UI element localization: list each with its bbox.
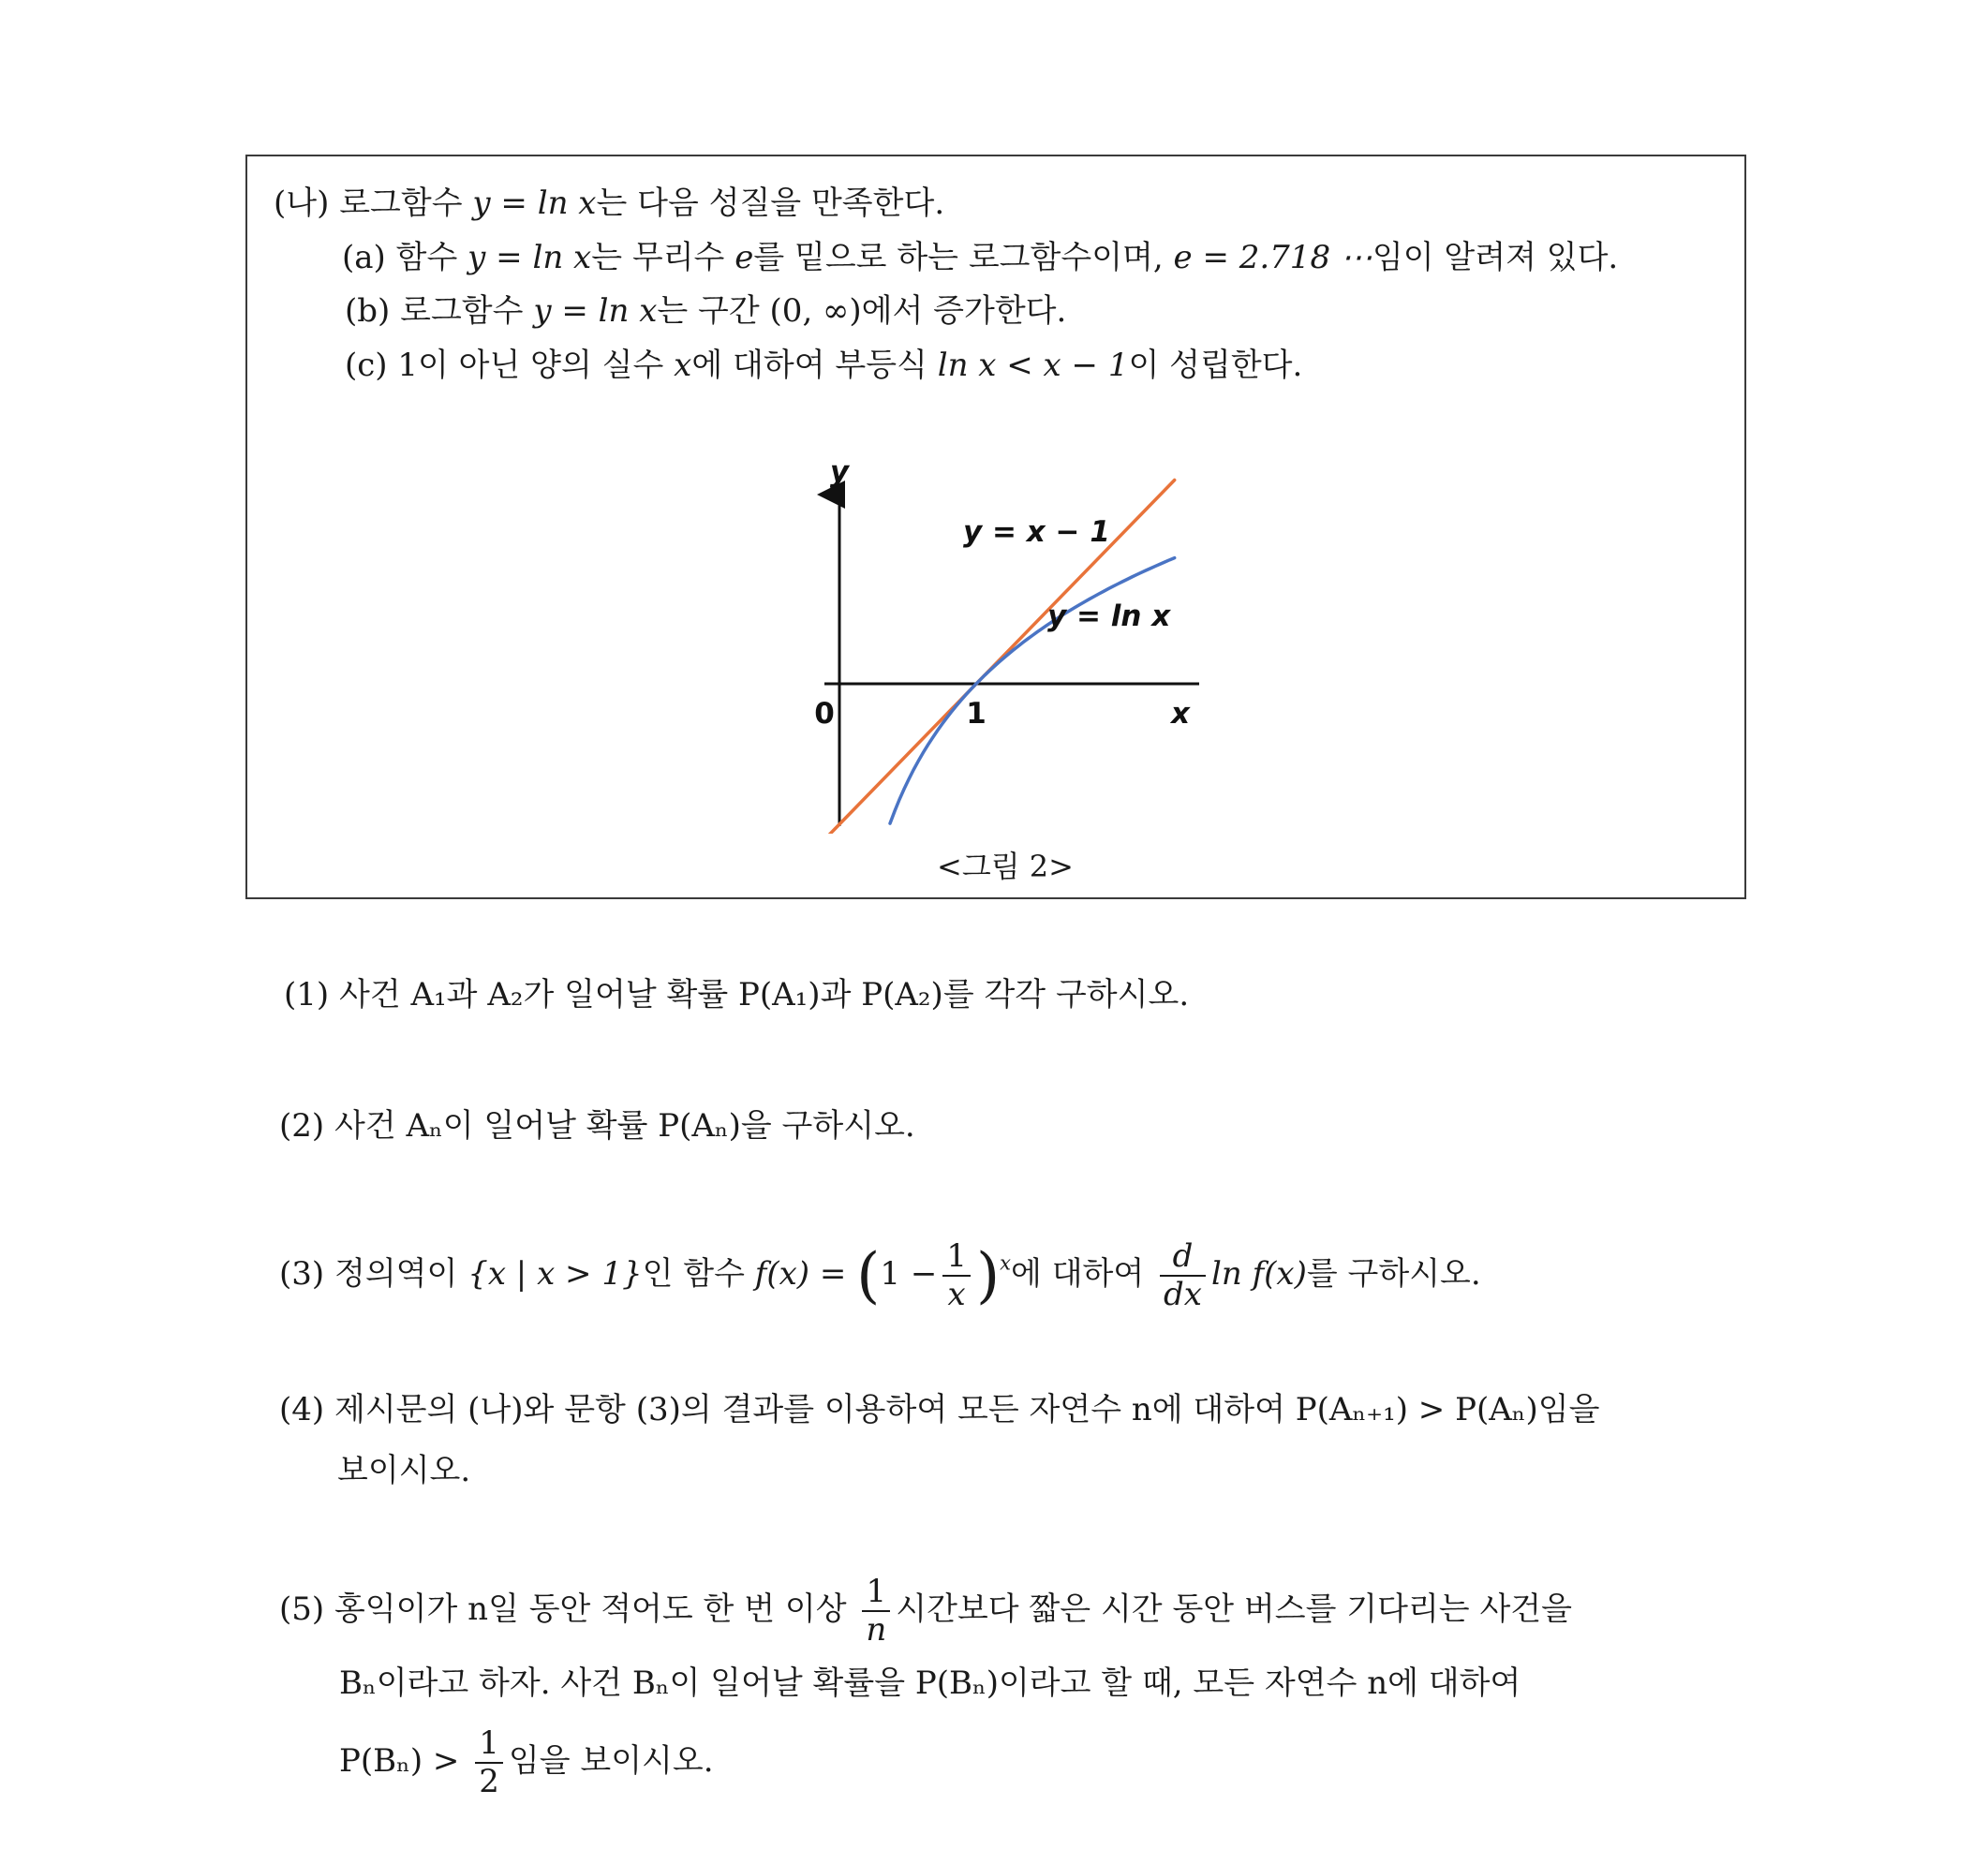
question-5-line-2: Bₙ이라고 하자. 사건 Bₙ이 일어날 확률을 P(Bₙ)이라고 할 때, 모든 자연수 n에 대하여 [339, 1664, 1521, 1702]
fraction-1-over-x: $\frac{1}{x}$ [942, 1238, 971, 1313]
property-b: (b) 로그함수 y = ln x는 구간 (0, ∞)에서 증가한다. [345, 292, 1067, 330]
series-label-line: y = x − 1 [963, 515, 1110, 549]
property-c: (c) 1이 아닌 양의 실수 x에 대하여 부등식 ln x < x − 1이 성립한다. [345, 347, 1303, 384]
question-3: (3) 정의역이 {x | x > 1}인 함수 f(x) = (1 − $\frac{1}{x}$ )$^x$에 대하여 $\frac{d}{dx}$ ln f(x)를 구하시오. [279, 1237, 1481, 1314]
question-4-line-1: (4) 제시문의 (나)와 문항 (3)의 결과를 이용하여 모든 자연수 n에 대하여 P(Aₙ₊₁) > P(Aₙ)임을 [279, 1391, 1600, 1428]
statement-heading: (나) 로그함수 y = ln x는 다음 성질을 만족한다. [274, 185, 945, 222]
x-axis-label: x [1171, 697, 1190, 731]
log-vs-line-chart [806, 450, 1218, 834]
property-a: (a) 함수 y = ln x는 무리수 e를 밑으로 하는 로그함수이며, e = 2.718 ⋯임이 알려져 있다. [342, 239, 1619, 276]
question-5-line-1: (5) 홍익이가 n일 동안 적어도 한 번 이상 $\frac{1}{n}$ 시간보다 짧은 시간 동안 버스를 기다리는 사건을 [279, 1573, 1572, 1649]
question-2: (2) 사건 Aₙ이 일어날 확률 P(Aₙ)을 구하시오. [279, 1107, 915, 1145]
question-5-line-3: P(Bₙ) > $\frac{1}{2}$ 임을 보이시오. [339, 1724, 714, 1801]
x-tick-label: 1 [966, 697, 987, 731]
curve-y-eq-ln-x [890, 558, 1175, 824]
derivative-operator: $\frac{d}{dx}$ [1160, 1238, 1206, 1313]
fraction-1-over-2: $\frac{1}{2}$ [475, 1725, 503, 1800]
origin-label: 0 [814, 697, 835, 731]
figure-caption: <그림 2> [937, 849, 1074, 884]
chart-labels [814, 455, 1191, 731]
question-4-line-2: 보이시오. [337, 1452, 471, 1489]
y-axis-label: y [829, 455, 850, 489]
series-label-ln: y = ln x [1047, 599, 1171, 633]
question-1: (1) 사건 A₁과 A₂가 일어날 확률 P(A₁)과 P(A₂)를 각각 구하시오. [284, 976, 1190, 1013]
fraction-1-over-n: $\frac{1}{n}$ [862, 1574, 890, 1649]
